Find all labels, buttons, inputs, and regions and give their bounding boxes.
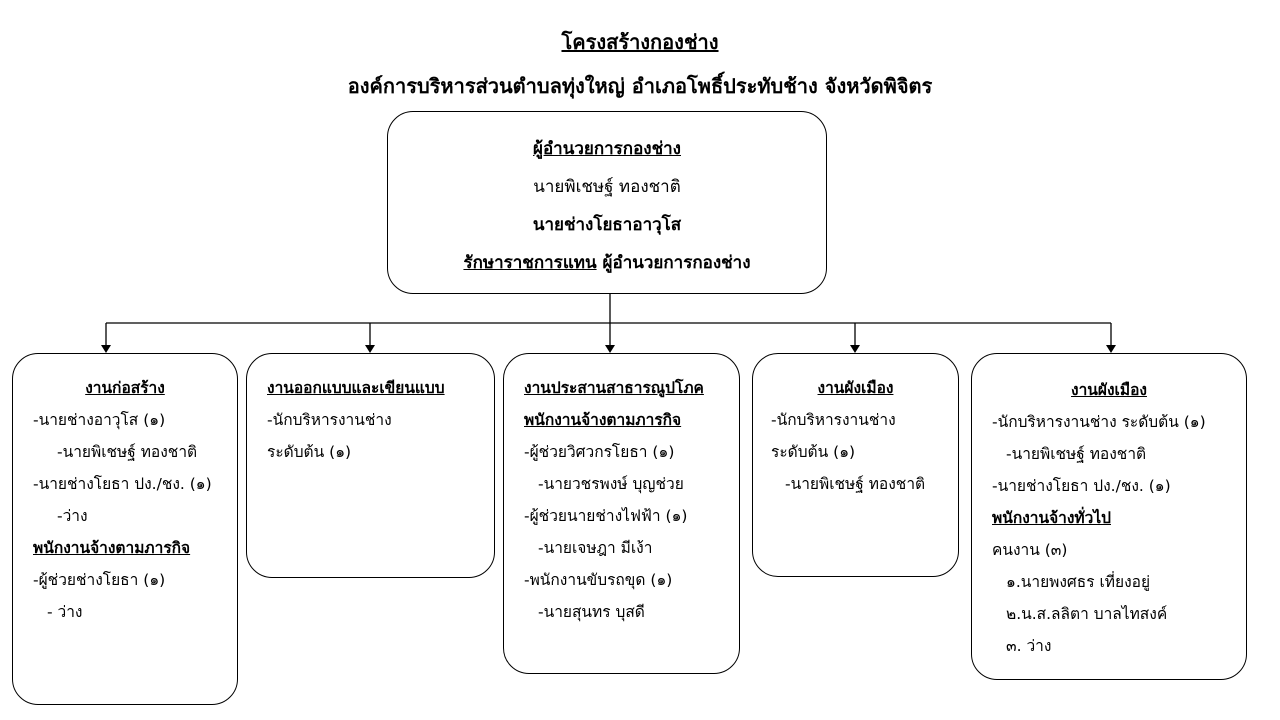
unit-line: -ผู้ช่วยช่างโยธา (๑): [33, 571, 166, 589]
unit-line: -ผู้ช่วยวิศวกรโยธา (๑): [524, 443, 675, 461]
unit-line: -นักบริหารงานช่าง: [771, 411, 896, 429]
chart-subtitle: องค์การบริหารส่วนตำบลทุ่งใหญ่ อำเภอโพธิ์ประทับช้าง จังหวัดพิจิตร: [347, 74, 933, 98]
unit-line: ๓. ว่าง: [1006, 637, 1052, 655]
unit-line: ๒.น.ส.ลลิตา บาลไทสงค์: [1006, 605, 1168, 623]
director-acting: [388, 244, 826, 282]
unit-line: -นักบริหารงานช่าง: [267, 411, 392, 429]
unit-line: ระดับต้น (๑): [771, 443, 856, 461]
unit-box-town-planning-b: [971, 353, 1247, 680]
director-title: ผู้อำนวยการกองช่าง: [532, 139, 681, 159]
unit-line: -พนักงานขับรถขุด (๑): [524, 571, 673, 589]
unit-line: -นายเจษฎา มีเง้า: [538, 539, 653, 557]
unit-line: คนงาน (๓): [992, 541, 1068, 559]
arrowhead-3: [605, 345, 615, 353]
unit-box-utilities: [503, 353, 740, 674]
arrowhead-4: [850, 345, 860, 353]
acting-suffix: ผู้อำนวยการกองช่าง: [596, 253, 751, 273]
acting-prefix: รักษาราชการแทน: [463, 253, 597, 273]
unit-subheading: พนักงานจ้างตามภารกิจ: [33, 539, 191, 557]
unit-line: -นายสุนทร บุสดี: [538, 603, 645, 621]
unit-box-town-planning-a: [752, 353, 959, 577]
unit-line: -นายพิเชษฐ์ ทองชาติ: [785, 475, 926, 493]
arrowhead-2: [365, 345, 375, 353]
unit-line: -ผู้ช่วยนายช่างไฟฟ้า (๑): [524, 507, 688, 525]
arrowhead-5: [1106, 345, 1116, 353]
unit-heading: งานผังเมือง: [1071, 381, 1147, 399]
unit-line: -ว่าง: [57, 507, 88, 525]
unit-heading: งานประสานสาธารณูปโภค: [524, 379, 704, 397]
unit-heading: งานก่อสร้าง: [85, 379, 165, 397]
unit-line: ๑.นายพงศธร เที่ยงอยู่: [1006, 573, 1151, 591]
unit-heading: งานผังเมือง: [817, 379, 894, 397]
unit-line: - ว่าง: [47, 603, 83, 621]
unit-subheading: พนักงานจ้างตามภารกิจ: [524, 411, 682, 429]
unit-line: -นายช่างโยธา ปง./ชง. (๑): [992, 477, 1171, 495]
unit-line: -นักบริหารงานช่าง ระดับต้น (๑): [992, 413, 1206, 431]
unit-box-design: [246, 353, 495, 578]
unit-line: ระดับต้น (๑): [267, 443, 352, 461]
unit-line: -นายวชรพงษ์ บุญช่วย: [538, 475, 684, 493]
unit-line: -นายพิเชษฐ์ ทองชาติ: [57, 443, 198, 461]
unit-subheading: พนักงานจ้างทั่วไป: [992, 509, 1111, 527]
unit-line: -นายช่างอาวุโส (๑): [33, 411, 166, 429]
arrowhead-1: [101, 345, 111, 353]
unit-heading: งานออกแบบและเขียนแบบ: [267, 379, 445, 397]
director-position: นายช่างโยธาอาวุโส: [532, 215, 682, 235]
unit-line: -นายช่างโยธา ปง./ชง. (๑): [33, 475, 212, 493]
chart-title: โครงสร้างกองช่าง: [561, 30, 719, 54]
unit-box-construction: [12, 353, 238, 705]
director-name: นายพิเชษฐ์ ทองชาติ: [533, 177, 681, 197]
unit-line: -นายพิเชษฐ์ ทองชาติ: [1006, 445, 1147, 463]
director-box: [387, 111, 827, 294]
